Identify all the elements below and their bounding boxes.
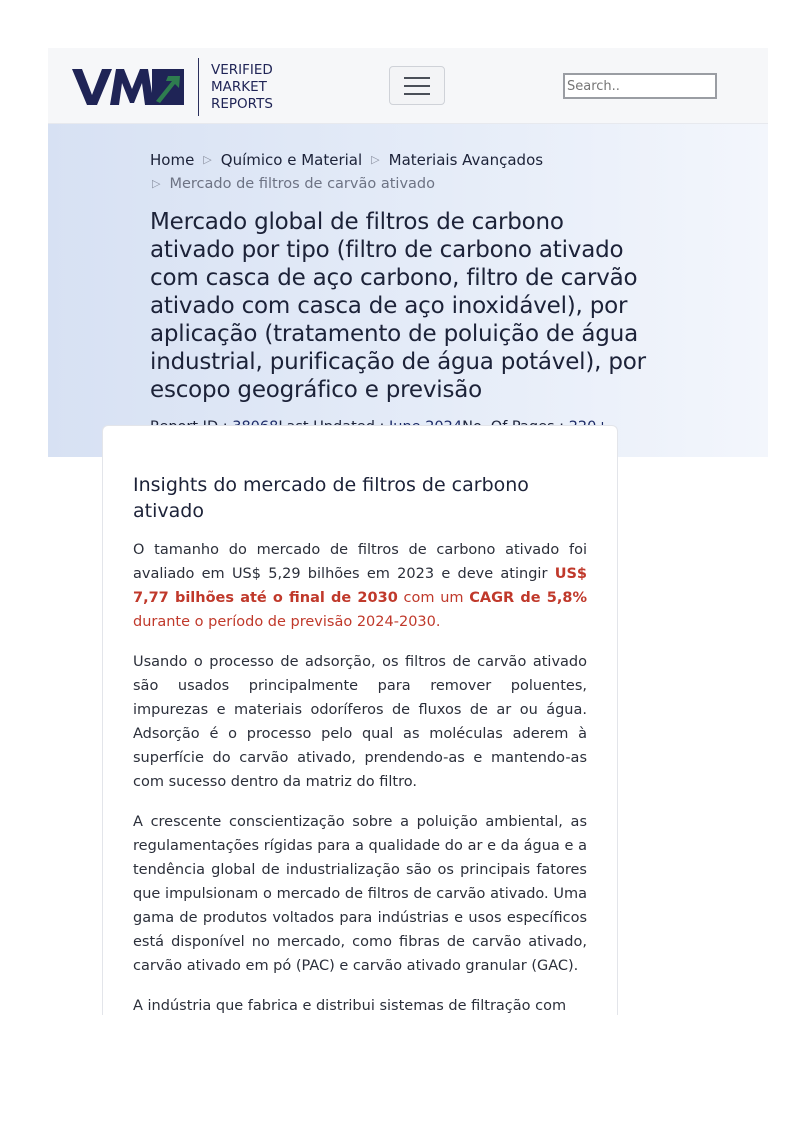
chevron-right-icon: ▷ (152, 177, 161, 190)
chevron-right-icon: ▷ (371, 153, 380, 166)
search-input[interactable] (563, 73, 717, 99)
hamburger-menu-icon (404, 77, 430, 79)
hamburger-menu-icon (404, 93, 430, 95)
vmr-logo-icon (72, 67, 184, 107)
site-header (48, 48, 768, 124)
breadcrumb-current: Mercado de filtros de carvão ativado (169, 176, 435, 192)
page-title: Mercado global de filtros de carbono ativado por tipo (filtro de carbono ativado com casca de aço carbono, filtro de carvão ativado com casca de aço inoxidável), por aplicação (tratamento de poluição de água industrial, purificação de água potável), por escopo geográfico e previsão (150, 209, 646, 403)
insights-body (103, 426, 617, 1015)
breadcrumb-row (150, 172, 650, 196)
page (48, 48, 768, 457)
breadcrumb-subcategory[interactable]: Materiais Avançados (388, 151, 544, 169)
p1-end: durante o período de previsão 2024-2030. (133, 614, 441, 630)
p1-value-highlight: US$ 7,77 bilhões até o final de 2030 (133, 566, 587, 606)
hamburger-menu-icon (404, 85, 430, 87)
insights-heading: Insights do mercado de filtros de carbono ativado (133, 474, 529, 522)
hero-content (150, 148, 650, 460)
breadcrumb-category[interactable]: Químico e Material (220, 151, 363, 169)
report-hero (48, 124, 768, 457)
insights-paragraph-4: A indústria que fabrica e distribui sistemas de filtração com (133, 998, 567, 1014)
logo-line: REPORTS (211, 95, 273, 112)
breadcrumb-home[interactable]: Home (150, 151, 195, 169)
insights-card (102, 425, 618, 1015)
logo-separator (198, 58, 199, 116)
chevron-right-icon: ▷ (203, 153, 212, 166)
insights-paragraph-1 (133, 538, 587, 634)
logo-wordmark (211, 62, 273, 113)
p1-text: O tamanho do mercado de filtros de carbono ativado foi avaliado em US$ 5,29 bilhões em 2023 e deve atingir (133, 542, 587, 582)
site-logo[interactable] (72, 58, 273, 116)
logo-line: VERIFIED (211, 61, 273, 78)
insights-paragraph-2: Usando o processo de adsorção, os filtros de carvão ativado são usados principalmente para remover poluentes, impurezas e materiais odoríferos de fluxos de ar ou água. Adsorção é o processo pelo qual as moléculas aderem à superfície do carvão ativado, prendendo-as e mantendo-as com sucesso dentro da matriz do filtro. (133, 654, 587, 790)
breadcrumb-row (150, 148, 650, 172)
hamburger-menu-button[interactable] (389, 66, 445, 105)
p1-cagr-highlight: CAGR de 5,8% (469, 590, 587, 606)
breadcrumb (150, 148, 650, 196)
logo-line: MARKET (211, 78, 267, 95)
p1-mid: com um (397, 590, 470, 606)
insights-paragraph-3: A crescente conscientização sobre a poluição ambiental, as regulamentações rígidas para a qualidade do ar e da água e a tendência global de industrialização são os principais fatores que impulsionam o mercado de filtros de carvão ativado. Uma gama de produtos voltados para indústrias e usos específicos está disponível no mercado, como fibras de carvão ativado, carvão ativado em pó (PAC) e carvão ativado granular (GAC). (133, 814, 587, 974)
